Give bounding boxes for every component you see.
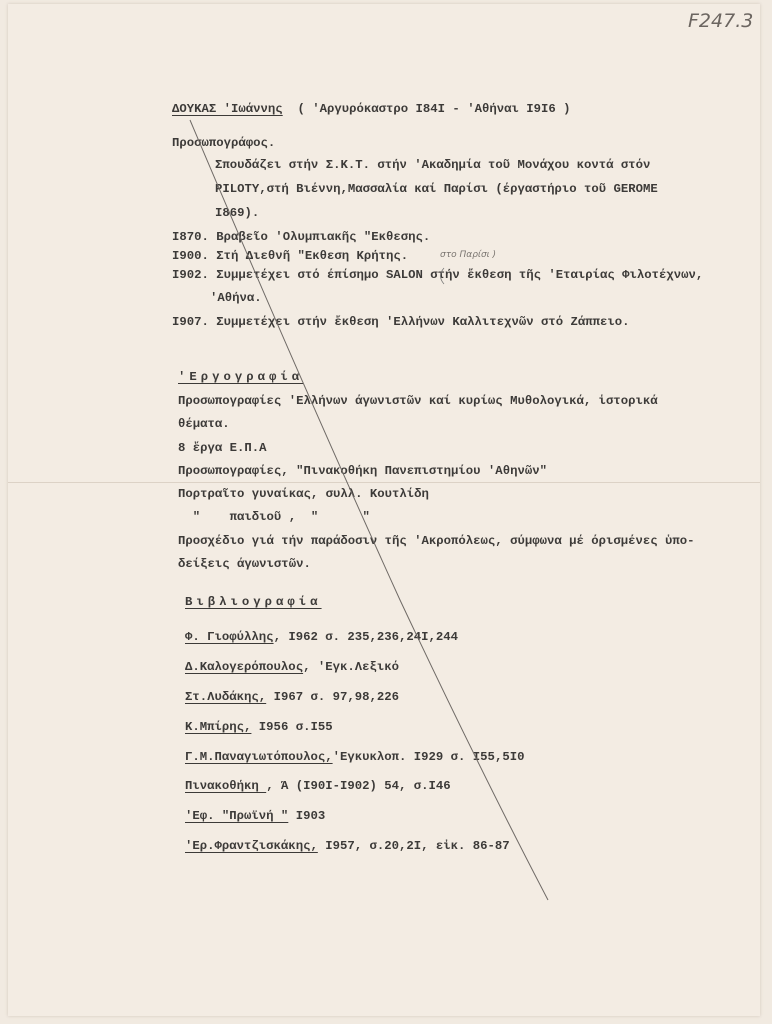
works-line: θέματα. bbox=[178, 417, 230, 431]
entry-detail: I903 bbox=[288, 809, 326, 823]
entry-detail: I967 σ. 97,98,226 bbox=[266, 690, 400, 704]
handwritten-note: στο Παρίσι ) bbox=[440, 250, 497, 260]
entry-author: Δ.Καλογερόπουλος bbox=[185, 660, 304, 674]
works-line: δείξεις άγωνιστῶν. bbox=[178, 557, 311, 571]
bio-line: I907. Συμμετέχει στήν ἔκθεση 'Ελλήνων Καλλιτεχνῶν στό Ζάππειο. bbox=[172, 315, 630, 329]
works-line: Προσωπογραφίες 'Ελλήνων άγωνιστῶν καί κυρίως Μυθολογικά, ἱστορικά bbox=[178, 394, 658, 408]
bio-line: Προσωπογράφος. bbox=[172, 136, 276, 150]
entry-detail: I957, σ.20,2I, εἰκ. 86-87 bbox=[317, 839, 510, 853]
works-line: Προσωπογραφίες, "Πινακοθήκη Πανεπιστημίου 'Αθηνῶν" bbox=[178, 464, 547, 478]
works-heading: 'Εργογραφία bbox=[178, 370, 304, 384]
entry-author: Πινακοθήκη bbox=[185, 779, 267, 793]
entry-author: Φ. Γιοφύλλης bbox=[185, 630, 274, 644]
artist-name: ΔΟΥΚΑΣ 'Ιωάννης bbox=[172, 102, 283, 116]
entry-author: 'Εφ. "Πρωϊνή " bbox=[185, 809, 289, 823]
entry-detail: , 'Εγκ.Λεξικό bbox=[303, 660, 400, 674]
catalog-mark: F247.3 bbox=[688, 10, 754, 32]
entry-detail: I956 σ.I55 bbox=[251, 720, 333, 734]
entry-author: 'Ερ.Φραντζισκάκης, bbox=[185, 839, 318, 853]
works-line: Προσχέδιο γιά τήν παράδοσιν τῆς 'Ακροπόλεως, σύμφωνα μέ όρισμένες ὑπο- bbox=[178, 534, 695, 548]
works-line: Πορτραῖτο γυναίκας, συλλ. Κουτλίδη bbox=[178, 487, 429, 501]
entry-author: Γ.Μ.Παναγιωτόπουλος, bbox=[185, 750, 333, 764]
bio-line: I869). bbox=[215, 206, 260, 220]
works-line: " παιδιοῦ , " " bbox=[178, 510, 370, 524]
bio-line: I900. Στή Διεθνῆ "Εκθεση Κρήτης. bbox=[172, 249, 409, 263]
artist-dates: ( 'Αργυρόκαστρο I84I - 'Αθήναι I9I6 ) bbox=[297, 102, 571, 116]
entry-author: Κ.Μπίρης, bbox=[185, 720, 252, 734]
bio-line: I902. Συμμετέχει στό έπίσημο SALON στήν ἔκθεση τῆς 'Εταιρίας Φιλοτέχνων, bbox=[172, 268, 704, 282]
entry-detail: , Ά (I90I-I902) 54, σ.I46 bbox=[266, 779, 451, 793]
bio-line: I870. Βραβεῖο 'Ολυμπιακῆς "Εκθεσης. bbox=[172, 230, 431, 244]
entry-author: Στ.Λυδάκης, bbox=[185, 690, 267, 704]
bio-line: Σπουδάζει στήν Σ.Κ.Τ. στήν 'Ακαδημία τοῦ Μονάχου κοντά στόν bbox=[215, 158, 651, 172]
works-line: 8 ἔργα Ε.Π.Α bbox=[178, 441, 267, 455]
bibliography-heading: Βιβλιογραφία bbox=[185, 595, 322, 609]
bio-line: 'Αθήνα. bbox=[210, 291, 262, 305]
entry-detail: , I962 σ. 235,236,24I,244 bbox=[273, 630, 459, 644]
bio-line: PILOTY,στή Βιέννη,Μασσαλία καί Παρίσι (έργαστήριο τοῦ GEROME bbox=[215, 182, 658, 196]
entry-detail: 'Εγκυκλοπ. I929 σ. I55,5I0 bbox=[332, 750, 525, 764]
